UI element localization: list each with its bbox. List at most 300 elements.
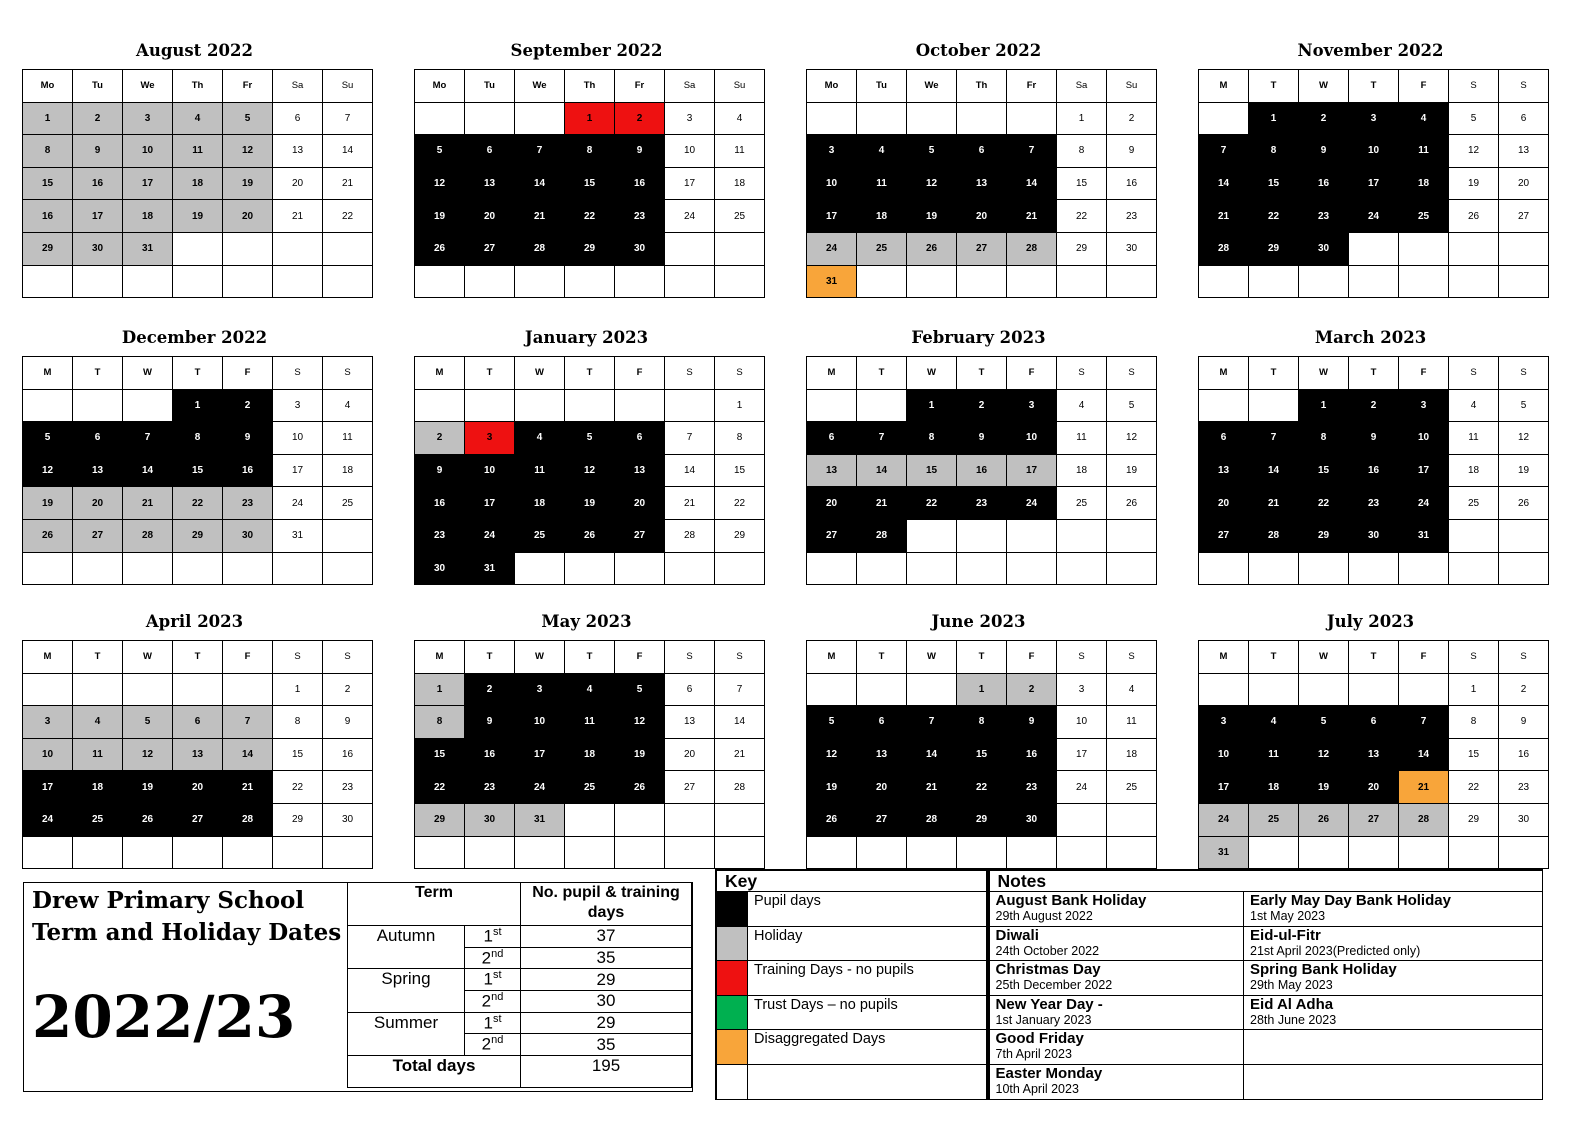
weekday-header: S bbox=[323, 641, 373, 674]
empty-cell bbox=[173, 265, 223, 298]
weekday-header: W bbox=[515, 641, 565, 674]
key-label-text: Holiday bbox=[754, 927, 803, 944]
day-cell: 15 bbox=[415, 738, 465, 771]
empty-cell bbox=[223, 232, 273, 265]
month-september-2022 bbox=[414, 31, 759, 298]
month-grid bbox=[414, 356, 765, 585]
day-cell: 16 bbox=[1499, 738, 1549, 771]
day-cell: 22 bbox=[565, 200, 615, 233]
day-cell: 27 bbox=[665, 771, 715, 804]
day-cell: 30 bbox=[615, 232, 665, 265]
empty-cell bbox=[1007, 519, 1057, 552]
empty-cell bbox=[515, 552, 565, 585]
month-november-2022 bbox=[1198, 31, 1543, 298]
day-cell: 19 bbox=[123, 771, 173, 804]
weekday-header: M bbox=[1199, 70, 1249, 103]
day-cell: 7 bbox=[1249, 422, 1299, 455]
weekday-header: We bbox=[515, 70, 565, 103]
day-cell: 4 bbox=[1399, 102, 1449, 135]
weekday-header: Su bbox=[323, 70, 373, 103]
empty-cell bbox=[1399, 836, 1449, 869]
empty-cell bbox=[1399, 232, 1449, 265]
day-cell: 2 bbox=[1007, 673, 1057, 706]
weekday-header: F bbox=[615, 641, 665, 674]
day-cell: 27 bbox=[857, 803, 907, 836]
day-cell: 17 bbox=[1349, 167, 1399, 200]
month-grid bbox=[1198, 69, 1549, 298]
day-cell: 20 bbox=[173, 771, 223, 804]
empty-cell bbox=[1349, 232, 1399, 265]
day-cell: 26 bbox=[565, 519, 615, 552]
day-cell: 20 bbox=[615, 487, 665, 520]
day-cell: 16 bbox=[415, 487, 465, 520]
day-cell: 8 bbox=[273, 706, 323, 739]
note-title: Easter Monday bbox=[995, 1064, 1103, 1082]
empty-cell bbox=[1249, 552, 1299, 585]
day-cell: 21 bbox=[665, 487, 715, 520]
term-name: Summer bbox=[348, 1012, 465, 1055]
day-cell: 2 bbox=[615, 102, 665, 135]
empty-cell bbox=[1057, 803, 1107, 836]
weekday-header: T bbox=[1349, 641, 1399, 674]
weekday-header: F bbox=[615, 357, 665, 390]
empty-cell bbox=[1249, 673, 1299, 706]
day-cell: 18 bbox=[515, 487, 565, 520]
day-cell: 9 bbox=[323, 706, 373, 739]
day-cell: 9 bbox=[1499, 706, 1549, 739]
day-cell: 16 bbox=[1107, 167, 1157, 200]
weekday-header: We bbox=[123, 70, 173, 103]
day-cell: 30 bbox=[223, 519, 273, 552]
day-cell: 9 bbox=[73, 135, 123, 168]
empty-cell bbox=[223, 552, 273, 585]
empty-cell bbox=[665, 232, 715, 265]
weekday-header: Tu bbox=[465, 70, 515, 103]
day-cell: 11 bbox=[857, 167, 907, 200]
day-cell: 1 bbox=[907, 389, 957, 422]
note-cell bbox=[988, 926, 1244, 961]
empty-cell bbox=[415, 836, 465, 869]
weekday-header: T bbox=[857, 357, 907, 390]
weekday-header: S bbox=[1057, 641, 1107, 674]
empty-cell bbox=[1107, 519, 1157, 552]
day-cell: 6 bbox=[173, 706, 223, 739]
day-cell: 13 bbox=[615, 454, 665, 487]
day-cell: 23 bbox=[323, 771, 373, 804]
day-cell: 7 bbox=[665, 422, 715, 455]
weekday-header: Fr bbox=[223, 70, 273, 103]
day-cell: 28 bbox=[1399, 803, 1449, 836]
note-title: Eid Al Adha bbox=[1250, 995, 1334, 1013]
day-cell: 24 bbox=[23, 803, 73, 836]
day-cell: 16 bbox=[615, 167, 665, 200]
note-title: New Year Day - bbox=[995, 995, 1103, 1013]
day-cell: 17 bbox=[23, 771, 73, 804]
weekday-header: W bbox=[1299, 357, 1349, 390]
day-cell: 4 bbox=[715, 102, 765, 135]
weekday-header: S bbox=[1449, 357, 1499, 390]
day-cell: 1 bbox=[565, 102, 615, 135]
empty-cell bbox=[1199, 102, 1249, 135]
empty-cell bbox=[1057, 519, 1107, 552]
day-cell: 3 bbox=[665, 102, 715, 135]
weekday-header: S bbox=[665, 641, 715, 674]
weekday-header: F bbox=[1007, 357, 1057, 390]
day-cell: 11 bbox=[1449, 422, 1499, 455]
month-may-2023 bbox=[414, 602, 759, 869]
day-cell: 14 bbox=[1249, 454, 1299, 487]
day-cell: 11 bbox=[1057, 422, 1107, 455]
weekday-header: Sa bbox=[665, 70, 715, 103]
weekday-header: S bbox=[323, 357, 373, 390]
day-cell: 14 bbox=[515, 167, 565, 200]
empty-cell bbox=[223, 265, 273, 298]
empty-cell bbox=[665, 389, 715, 422]
empty-cell bbox=[957, 836, 1007, 869]
weekday-header: We bbox=[907, 70, 957, 103]
day-cell: 29 bbox=[957, 803, 1007, 836]
day-cell: 22 bbox=[1449, 771, 1499, 804]
day-cell: 10 bbox=[807, 167, 857, 200]
day-cell: 20 bbox=[957, 200, 1007, 233]
day-cell: 14 bbox=[223, 738, 273, 771]
day-cell: 16 bbox=[957, 454, 1007, 487]
day-cell: 27 bbox=[1499, 200, 1549, 233]
weekday-header: Th bbox=[173, 70, 223, 103]
month-grid bbox=[22, 69, 373, 298]
empty-cell bbox=[1499, 552, 1549, 585]
day-cell: 19 bbox=[415, 200, 465, 233]
day-cell: 1 bbox=[1449, 673, 1499, 706]
day-cell: 4 bbox=[1449, 389, 1499, 422]
half-term-number: 1 bbox=[483, 969, 493, 989]
weekday-header: S bbox=[1449, 641, 1499, 674]
month-title: January 2023 bbox=[524, 328, 649, 347]
empty-cell bbox=[1249, 389, 1299, 422]
empty-cell bbox=[565, 552, 615, 585]
day-cell: 31 bbox=[273, 519, 323, 552]
day-cell: 5 bbox=[123, 706, 173, 739]
day-cell: 21 bbox=[223, 771, 273, 804]
day-cell: 15 bbox=[1449, 738, 1499, 771]
day-cell: 29 bbox=[415, 803, 465, 836]
half-term-number: 2 bbox=[481, 991, 492, 1011]
day-cell: 5 bbox=[1449, 102, 1499, 135]
day-cell: 2 bbox=[957, 389, 1007, 422]
day-cell: 6 bbox=[1349, 706, 1399, 739]
note-date: 28th June 2023 bbox=[1250, 1012, 1337, 1027]
key-and-notes bbox=[715, 869, 1543, 1100]
day-cell: 30 bbox=[1007, 803, 1057, 836]
empty-cell bbox=[123, 389, 173, 422]
day-cell: 21 bbox=[1199, 200, 1249, 233]
empty-cell bbox=[1399, 673, 1449, 706]
weekday-header: M bbox=[23, 641, 73, 674]
day-cell: 15 bbox=[1249, 167, 1299, 200]
empty-cell bbox=[665, 552, 715, 585]
month-grid bbox=[1198, 640, 1549, 869]
weekday-header: M bbox=[1199, 641, 1249, 674]
key-label bbox=[748, 1064, 988, 1099]
weekday-header: M bbox=[807, 641, 857, 674]
day-cell: 12 bbox=[1299, 738, 1349, 771]
note-cell bbox=[1244, 1064, 1543, 1099]
key-label-text: Training Days - no pupils bbox=[754, 962, 914, 979]
weekday-header: W bbox=[123, 357, 173, 390]
weekday-header: S bbox=[1449, 70, 1499, 103]
day-cell: 10 bbox=[465, 454, 515, 487]
day-cell: 6 bbox=[957, 135, 1007, 168]
day-cell: 9 bbox=[957, 422, 1007, 455]
day-cell: 16 bbox=[465, 738, 515, 771]
empty-cell bbox=[857, 836, 907, 869]
note-date: 24th October 2022 bbox=[995, 943, 1100, 958]
month-title: May 2023 bbox=[541, 612, 632, 631]
month-grid bbox=[806, 640, 1157, 869]
day-cell: 2 bbox=[465, 673, 515, 706]
half-term bbox=[465, 1012, 521, 1034]
day-cell: 11 bbox=[515, 454, 565, 487]
note-date: 1st January 2023 bbox=[995, 1012, 1092, 1027]
weekday-header: W bbox=[1299, 641, 1349, 674]
day-cell: 23 bbox=[1299, 200, 1349, 233]
empty-cell bbox=[857, 389, 907, 422]
half-term-suffix: st bbox=[492, 1012, 502, 1025]
day-cell: 3 bbox=[1399, 389, 1449, 422]
day-cell: 23 bbox=[223, 487, 273, 520]
day-cell: 12 bbox=[415, 167, 465, 200]
day-cell: 7 bbox=[907, 706, 957, 739]
weekday-header: T bbox=[565, 641, 615, 674]
empty-cell bbox=[73, 265, 123, 298]
day-cell: 6 bbox=[665, 673, 715, 706]
day-cell: 11 bbox=[565, 706, 615, 739]
term-header: Term bbox=[348, 883, 521, 926]
day-cell: 28 bbox=[515, 232, 565, 265]
weekday-header: S bbox=[273, 641, 323, 674]
weekday-header: F bbox=[1399, 357, 1449, 390]
day-cell: 14 bbox=[907, 738, 957, 771]
empty-cell bbox=[615, 552, 665, 585]
day-cell: 11 bbox=[1107, 706, 1157, 739]
day-cell: 17 bbox=[1399, 454, 1449, 487]
day-cell: 15 bbox=[907, 454, 957, 487]
day-cell: 18 bbox=[323, 454, 373, 487]
day-cell: 8 bbox=[1057, 135, 1107, 168]
day-cell: 12 bbox=[23, 454, 73, 487]
weekday-header: T bbox=[957, 357, 1007, 390]
empty-cell bbox=[323, 836, 373, 869]
weekday-header: M bbox=[415, 641, 465, 674]
empty-cell bbox=[1349, 265, 1399, 298]
weekday-header: S bbox=[1107, 357, 1157, 390]
notes-title: Notes bbox=[988, 871, 1543, 892]
day-cell: 10 bbox=[23, 738, 73, 771]
month-grid bbox=[414, 640, 765, 869]
key-label-text: Trust Days – no pupils bbox=[754, 996, 898, 1013]
weekday-header: F bbox=[223, 357, 273, 390]
day-cell: 17 bbox=[515, 738, 565, 771]
day-cell: 26 bbox=[1449, 200, 1499, 233]
day-cell: 16 bbox=[73, 167, 123, 200]
empty-cell bbox=[1449, 552, 1499, 585]
day-cell: 8 bbox=[715, 422, 765, 455]
day-cell: 19 bbox=[807, 771, 857, 804]
empty-cell bbox=[665, 803, 715, 836]
note-cell bbox=[1244, 892, 1543, 927]
day-cell: 20 bbox=[1349, 771, 1399, 804]
day-cell: 4 bbox=[857, 135, 907, 168]
empty-cell bbox=[1007, 102, 1057, 135]
day-cell: 13 bbox=[957, 167, 1007, 200]
note-date: 25th December 2022 bbox=[995, 978, 1113, 993]
empty-cell bbox=[857, 102, 907, 135]
empty-cell bbox=[273, 552, 323, 585]
note-date: 1st May 2023 bbox=[1250, 909, 1326, 923]
day-cell: 22 bbox=[907, 487, 957, 520]
empty-cell bbox=[957, 102, 1007, 135]
month-december-2022 bbox=[22, 318, 367, 585]
month-title: November 2022 bbox=[1297, 41, 1444, 60]
weekday-header: Th bbox=[565, 70, 615, 103]
term-days-count: 29 bbox=[521, 969, 692, 991]
empty-cell bbox=[1399, 265, 1449, 298]
day-cell: 27 bbox=[465, 232, 515, 265]
day-cell: 28 bbox=[715, 771, 765, 804]
day-cell: 1 bbox=[957, 673, 1007, 706]
day-cell: 17 bbox=[1007, 454, 1057, 487]
day-cell: 28 bbox=[857, 519, 907, 552]
empty-cell bbox=[273, 232, 323, 265]
day-cell: 24 bbox=[1349, 200, 1399, 233]
empty-cell bbox=[907, 836, 957, 869]
empty-cell bbox=[1199, 389, 1249, 422]
day-cell: 20 bbox=[857, 771, 907, 804]
day-cell: 5 bbox=[807, 706, 857, 739]
empty-cell bbox=[1449, 519, 1499, 552]
day-cell: 15 bbox=[1299, 454, 1349, 487]
day-cell: 24 bbox=[807, 232, 857, 265]
day-cell: 5 bbox=[23, 422, 73, 455]
day-cell: 27 bbox=[1349, 803, 1399, 836]
empty-cell bbox=[1107, 803, 1157, 836]
empty-cell bbox=[123, 265, 173, 298]
month-february-2023 bbox=[806, 318, 1151, 585]
day-cell: 18 bbox=[857, 200, 907, 233]
day-cell: 15 bbox=[957, 738, 1007, 771]
day-cell: 20 bbox=[665, 738, 715, 771]
half-term bbox=[465, 926, 521, 948]
day-cell: 22 bbox=[957, 771, 1007, 804]
day-cell: 1 bbox=[1249, 102, 1299, 135]
note-date: 29th August 2022 bbox=[995, 909, 1093, 923]
day-cell: 10 bbox=[1349, 135, 1399, 168]
day-cell: 20 bbox=[73, 487, 123, 520]
day-cell: 22 bbox=[1249, 200, 1299, 233]
day-cell: 9 bbox=[1349, 422, 1399, 455]
empty-cell bbox=[273, 836, 323, 869]
day-cell: 11 bbox=[173, 135, 223, 168]
day-cell: 25 bbox=[1449, 487, 1499, 520]
month-grid bbox=[806, 69, 1157, 298]
note-title: Christmas Day bbox=[995, 961, 1101, 979]
empty-cell bbox=[1057, 552, 1107, 585]
day-cell: 26 bbox=[1107, 487, 1157, 520]
day-cell: 23 bbox=[1007, 771, 1057, 804]
weekday-header: T bbox=[173, 357, 223, 390]
weekday-header: S bbox=[1499, 357, 1549, 390]
day-cell: 23 bbox=[615, 200, 665, 233]
month-title: July 2023 bbox=[1326, 612, 1415, 631]
key-label bbox=[748, 892, 988, 927]
day-cell: 5 bbox=[1107, 389, 1157, 422]
day-cell: 25 bbox=[515, 519, 565, 552]
weekday-header: Fr bbox=[1007, 70, 1057, 103]
empty-cell bbox=[73, 552, 123, 585]
day-cell: 9 bbox=[615, 135, 665, 168]
day-cell: 16 bbox=[223, 454, 273, 487]
day-cell: 9 bbox=[1299, 135, 1349, 168]
empty-cell bbox=[23, 836, 73, 869]
weekday-header: Su bbox=[715, 70, 765, 103]
day-cell: 25 bbox=[1399, 200, 1449, 233]
weekday-header: M bbox=[23, 357, 73, 390]
empty-cell bbox=[907, 552, 957, 585]
day-cell: 20 bbox=[807, 487, 857, 520]
day-cell: 3 bbox=[1349, 102, 1399, 135]
month-april-2023 bbox=[22, 602, 367, 869]
weekday-header: T bbox=[957, 641, 1007, 674]
day-cell: 2 bbox=[1107, 102, 1157, 135]
empty-cell bbox=[1349, 673, 1399, 706]
key-swatch bbox=[717, 892, 748, 927]
empty-cell bbox=[23, 673, 73, 706]
day-cell: 14 bbox=[1199, 167, 1249, 200]
day-cell: 31 bbox=[515, 803, 565, 836]
note-cell bbox=[988, 995, 1244, 1030]
day-cell: 3 bbox=[515, 673, 565, 706]
day-cell: 21 bbox=[1249, 487, 1299, 520]
empty-cell bbox=[323, 552, 373, 585]
day-cell: 21 bbox=[715, 738, 765, 771]
day-cell: 24 bbox=[1199, 803, 1249, 836]
empty-cell bbox=[857, 552, 907, 585]
day-cell: 28 bbox=[123, 519, 173, 552]
day-cell: 9 bbox=[1107, 135, 1157, 168]
weekday-header: Fr bbox=[615, 70, 665, 103]
empty-cell bbox=[1499, 265, 1549, 298]
weekday-header: W bbox=[123, 641, 173, 674]
day-cell: 3 bbox=[273, 389, 323, 422]
day-cell: 18 bbox=[1249, 771, 1299, 804]
day-cell: 29 bbox=[1299, 519, 1349, 552]
day-cell: 13 bbox=[173, 738, 223, 771]
school-title bbox=[32, 885, 342, 949]
day-cell: 26 bbox=[907, 232, 957, 265]
day-cell: 17 bbox=[1057, 738, 1107, 771]
day-cell: 6 bbox=[1499, 102, 1549, 135]
day-cell: 24 bbox=[1057, 771, 1107, 804]
day-cell: 22 bbox=[715, 487, 765, 520]
day-cell: 20 bbox=[273, 167, 323, 200]
empty-cell bbox=[665, 265, 715, 298]
day-cell: 12 bbox=[1449, 135, 1499, 168]
half-term-number: 1 bbox=[483, 1013, 493, 1033]
day-cell: 25 bbox=[1057, 487, 1107, 520]
day-cell: 2 bbox=[1299, 102, 1349, 135]
weekday-header: T bbox=[1249, 70, 1299, 103]
weekday-header: F bbox=[1007, 641, 1057, 674]
